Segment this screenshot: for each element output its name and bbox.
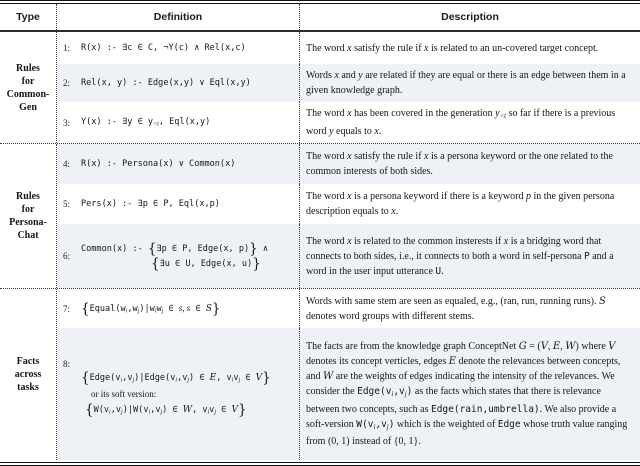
text-segment: , v xyxy=(216,372,232,383)
definition-cell xyxy=(57,102,300,143)
table-row xyxy=(57,184,640,224)
definition-formula xyxy=(81,43,295,53)
text-segment: G xyxy=(518,340,527,352)
text-segment: } xyxy=(211,300,221,317)
text-segment: x xyxy=(424,42,429,54)
text-segment: x xyxy=(347,108,352,120)
text-segment: )|W(v xyxy=(122,404,149,415)
row-number: 5: xyxy=(63,199,71,209)
text-segment: y xyxy=(329,125,334,137)
text-segment: R(x) :- Persona(x) ∨ Common(x) xyxy=(81,159,236,169)
text-segment: i xyxy=(109,409,111,416)
table-header xyxy=(0,4,640,32)
text-segment: i xyxy=(154,308,157,315)
text-segment: i xyxy=(207,409,210,416)
definition-cell xyxy=(57,328,300,460)
text-segment: j xyxy=(161,308,164,315)
text-segment: i xyxy=(391,390,394,398)
type-line: Gen xyxy=(19,101,37,113)
text-segment: W xyxy=(565,340,576,352)
text-segment: j xyxy=(137,308,140,315)
text-segment: s xyxy=(186,302,191,313)
text-segment: ) ∈ xyxy=(189,372,210,383)
formula-line xyxy=(81,43,295,53)
definition-formula xyxy=(81,159,295,169)
formula-line xyxy=(81,300,295,317)
text-segment: { xyxy=(85,401,94,418)
text-segment: v xyxy=(233,372,239,383)
text-segment: satisfy the rule if xyxy=(351,42,425,54)
text-segment: ,v xyxy=(177,372,188,383)
text-segment: i xyxy=(231,377,234,384)
text-segment: in the given persona description equals to xyxy=(306,191,615,217)
text-segment: are the weights of edges indicating the intensity of the relevances. We consider the xyxy=(306,370,615,397)
type-line: Rules xyxy=(16,191,40,202)
text-segment: ,w xyxy=(127,303,138,314)
text-segment: Rel(x, y) :- Edge(x,y) ∨ Eql(x,y) xyxy=(81,78,251,88)
table-row xyxy=(57,144,640,184)
text-segment: and a word in the user input utterance xyxy=(306,250,614,277)
text-segment: j xyxy=(121,409,123,416)
text-segment: ) xyxy=(406,385,413,397)
text-segment: Edge(rain,umbrella) xyxy=(430,403,540,415)
table-row xyxy=(57,224,640,288)
text-segment: j xyxy=(187,377,190,384)
text-segment: E xyxy=(209,372,217,383)
text-segment: { xyxy=(151,255,160,272)
text-segment: i xyxy=(373,423,376,431)
text-segment: , Eql(x,y) xyxy=(158,117,211,128)
formula-line xyxy=(81,117,295,128)
description-text xyxy=(306,294,636,324)
formula-line xyxy=(81,159,295,169)
text-segment: as the facts which states that there is relevance between two concepts, such as xyxy=(306,385,601,415)
text-segment: whose truth value ranging from (0, 1) instead of {0, 1}. xyxy=(306,418,628,448)
text-segment: } xyxy=(249,240,258,257)
definition-cell xyxy=(57,184,300,224)
text-segment: The word xyxy=(306,108,348,120)
type-line: tasks xyxy=(17,382,39,393)
text-segment: The facts are from the knowledge graph ConceptNet xyxy=(306,340,519,352)
text-segment: . xyxy=(441,265,444,277)
text-segment: V xyxy=(540,340,548,352)
type-line: Facts xyxy=(16,356,40,367)
text-segment: denote the relevances between concepts, and xyxy=(306,355,621,382)
text-segment: ,v xyxy=(375,418,387,430)
text-segment: ,v xyxy=(150,404,161,415)
header-description: Description xyxy=(441,11,499,23)
row-number: 2: xyxy=(63,78,71,88)
description-cell xyxy=(300,102,640,143)
text-segment: , xyxy=(547,340,553,352)
text-segment: j xyxy=(160,409,163,416)
text-segment: . xyxy=(395,206,399,217)
text-segment: x xyxy=(347,191,352,202)
header-type: Type xyxy=(0,4,57,30)
text-segment: denotes word groups with different stems. xyxy=(306,310,475,322)
row-number: 3: xyxy=(63,117,71,128)
text-segment: S xyxy=(205,303,212,314)
text-segment: Edge xyxy=(497,418,521,430)
description-text xyxy=(306,234,636,279)
text-segment: { xyxy=(81,300,90,317)
definition-cell xyxy=(57,224,300,288)
text-segment: The word xyxy=(306,42,348,54)
text-segment: is related to the common insterests if xyxy=(351,235,504,247)
text-segment: Equal(w xyxy=(89,303,126,314)
text-segment: } xyxy=(252,255,261,272)
formula-line xyxy=(81,78,295,88)
text-segment: Words with same stem are seen as equaled, e.g., (ran, run, running runs). xyxy=(306,295,599,307)
text-segment: E xyxy=(552,340,561,352)
table-row xyxy=(57,64,640,102)
text-segment: { xyxy=(147,240,157,257)
text-segment: x xyxy=(347,151,352,162)
text-segment: or its soft version: xyxy=(91,388,157,399)
text-segment: i xyxy=(175,377,178,384)
text-segment: ∃u ∈ U, Edge(x, u) xyxy=(159,258,253,269)
description-text xyxy=(306,189,636,219)
text-segment: W(v xyxy=(356,418,374,430)
type-cell xyxy=(0,32,57,143)
description-text xyxy=(306,339,636,450)
text-segment: w xyxy=(156,303,162,314)
text-segment: v xyxy=(209,404,215,415)
section-rows xyxy=(57,289,640,460)
text-segment: <t xyxy=(499,112,507,120)
text-segment: V xyxy=(608,340,616,352)
text-segment: W xyxy=(322,370,334,382)
text-segment: x xyxy=(374,125,379,137)
definition-formula xyxy=(81,78,295,88)
type-line: for xyxy=(21,75,35,87)
definition-cell xyxy=(57,64,300,102)
text-segment: ∈ xyxy=(190,303,206,314)
text-segment: which is the weighted of xyxy=(394,418,498,430)
definition-cell xyxy=(57,289,300,328)
text-segment: V xyxy=(231,404,238,415)
text-segment: satisfy the rule if xyxy=(351,151,425,162)
text-segment: equals to xyxy=(333,125,375,137)
text-segment: j xyxy=(238,377,241,384)
formula-line xyxy=(81,240,295,257)
text-segment: W(v xyxy=(93,404,110,415)
type-line: Common- xyxy=(6,88,50,100)
text-segment: are related if they are equal or there is an edge between them in a given knowledge graph. xyxy=(306,70,626,96)
text-segment: i xyxy=(148,409,151,416)
text-segment: . xyxy=(378,125,382,137)
text-segment: Edge(v xyxy=(357,385,392,397)
text-segment: , xyxy=(560,340,566,352)
text-segment: is related to an un-covered target concept. xyxy=(428,42,599,54)
text-segment: <t xyxy=(153,121,159,128)
type-line: Chat xyxy=(17,230,39,241)
text-segment: x xyxy=(503,235,509,247)
text-segment: y xyxy=(495,108,500,120)
text-segment: ) where xyxy=(575,340,609,352)
type-line: Rules xyxy=(16,62,40,74)
description-text xyxy=(306,106,636,139)
table-row xyxy=(57,32,640,64)
definition-cell xyxy=(57,32,300,64)
text-segment: , v xyxy=(192,404,208,415)
row-number: 4: xyxy=(63,159,71,169)
text-segment: i xyxy=(120,377,123,384)
text-segment: ) ∈ xyxy=(162,404,183,415)
definition-formula xyxy=(81,199,295,209)
text-segment: Pers(x) :- ∃p ∈ P, Eql(x,p) xyxy=(81,199,220,209)
description-cell xyxy=(300,184,640,224)
description-cell xyxy=(300,144,640,184)
type-line: across xyxy=(14,369,42,380)
table-section xyxy=(0,143,640,288)
type-cell xyxy=(0,289,57,460)
text-segment: y xyxy=(358,70,363,81)
text-segment: ∈ xyxy=(216,404,232,415)
row-number: 7: xyxy=(63,303,71,314)
text-segment: ∧ xyxy=(257,243,269,254)
text-segment: denotes its concept verticles, edges xyxy=(306,355,449,367)
text-segment: . We also provide a soft-version xyxy=(306,403,617,430)
description-text xyxy=(306,68,636,98)
text-segment: s xyxy=(178,302,183,313)
definition-formula xyxy=(81,240,295,272)
text-segment: ) xyxy=(388,418,395,430)
description-text xyxy=(306,41,636,56)
text-segment: The word xyxy=(306,235,348,247)
section-rows xyxy=(57,32,640,143)
text-segment: } xyxy=(237,401,247,418)
description-cell xyxy=(300,224,640,288)
text-segment: is a persona keyword if there is a keyword xyxy=(351,191,526,202)
type-line: Persona- xyxy=(9,217,47,228)
text-segment: j xyxy=(214,409,217,416)
text-segment: is a persona keyword or the one related to the common interests of both sides. xyxy=(306,151,613,177)
text-segment: The word xyxy=(306,191,348,202)
table-body xyxy=(0,32,640,460)
text-segment: x xyxy=(334,70,339,81)
text-segment: x xyxy=(424,151,429,162)
text-segment: ∈ xyxy=(163,303,179,314)
table-row xyxy=(57,328,640,460)
formula-line xyxy=(81,401,295,418)
text-segment: )|w xyxy=(139,303,155,314)
text-segment: ∃p ∈ P, Edge(x, p) xyxy=(156,243,250,254)
row-number: 8: xyxy=(63,359,71,369)
text-segment: ,v xyxy=(122,372,133,383)
description-cell xyxy=(300,328,640,460)
text-segment: Words xyxy=(306,70,335,81)
text-segment: = ( xyxy=(526,340,541,352)
text-segment: ,v xyxy=(393,385,405,397)
definition-formula xyxy=(81,300,295,317)
type-line: for xyxy=(21,204,35,215)
text-segment: Common(x) :- xyxy=(81,243,148,254)
text-segment: E xyxy=(448,355,457,367)
type-cell xyxy=(0,144,57,288)
text-segment: so far if there is a previous word xyxy=(306,108,616,137)
description-cell xyxy=(300,289,640,328)
text-segment: and xyxy=(338,70,359,81)
text-segment: V xyxy=(255,372,263,383)
text-segment: p xyxy=(525,191,531,202)
text-segment: is a bridging word that connects to both sides, i.e., it connects to both a word in self-persona xyxy=(306,235,602,262)
row-number: 1: xyxy=(63,43,71,53)
text-segment: x xyxy=(347,42,352,54)
definition-cell xyxy=(57,144,300,184)
row-number: 6: xyxy=(63,251,71,261)
text-segment: The word xyxy=(306,151,348,162)
text-segment: x xyxy=(347,235,352,247)
text-segment: has been covered in the generation xyxy=(351,108,496,120)
table-section xyxy=(0,288,640,460)
text-segment: U xyxy=(435,265,442,277)
table-section xyxy=(0,32,640,143)
text-segment: i xyxy=(125,308,128,315)
definition-formula xyxy=(81,369,295,418)
description-cell xyxy=(300,32,640,64)
text-segment: ,v xyxy=(110,404,122,415)
header-definition: Definition xyxy=(57,4,300,30)
table-row xyxy=(57,289,640,328)
definition-formula xyxy=(81,117,295,128)
text-segment: Edge(v xyxy=(89,372,121,383)
text-segment: { xyxy=(81,369,90,386)
text-segment: S xyxy=(599,295,606,307)
text-segment: j xyxy=(404,390,407,398)
description-text xyxy=(306,149,636,179)
text-segment: , xyxy=(182,302,187,313)
description-cell xyxy=(300,64,640,102)
text-segment: Y(x) :- ∃y ∈ y xyxy=(81,117,154,128)
text-segment: W xyxy=(182,404,193,415)
formula-line xyxy=(81,369,295,386)
text-segment: R(x) :- ∃c ∈ C, ¬Y(c) ∧ Rel(x,c) xyxy=(81,43,246,53)
text-segment: ∈ xyxy=(240,372,256,383)
table-row xyxy=(57,102,640,143)
text-segment: )|Edge(v xyxy=(134,372,176,383)
formula-line xyxy=(81,199,295,209)
text-segment: j xyxy=(386,423,389,431)
text-segment: P xyxy=(584,250,590,262)
formula-line xyxy=(81,389,295,400)
text-segment: x xyxy=(391,206,396,217)
formula-line xyxy=(81,255,295,272)
text-segment: } xyxy=(262,369,271,386)
section-rows xyxy=(57,144,640,288)
text-segment: j xyxy=(132,377,135,384)
